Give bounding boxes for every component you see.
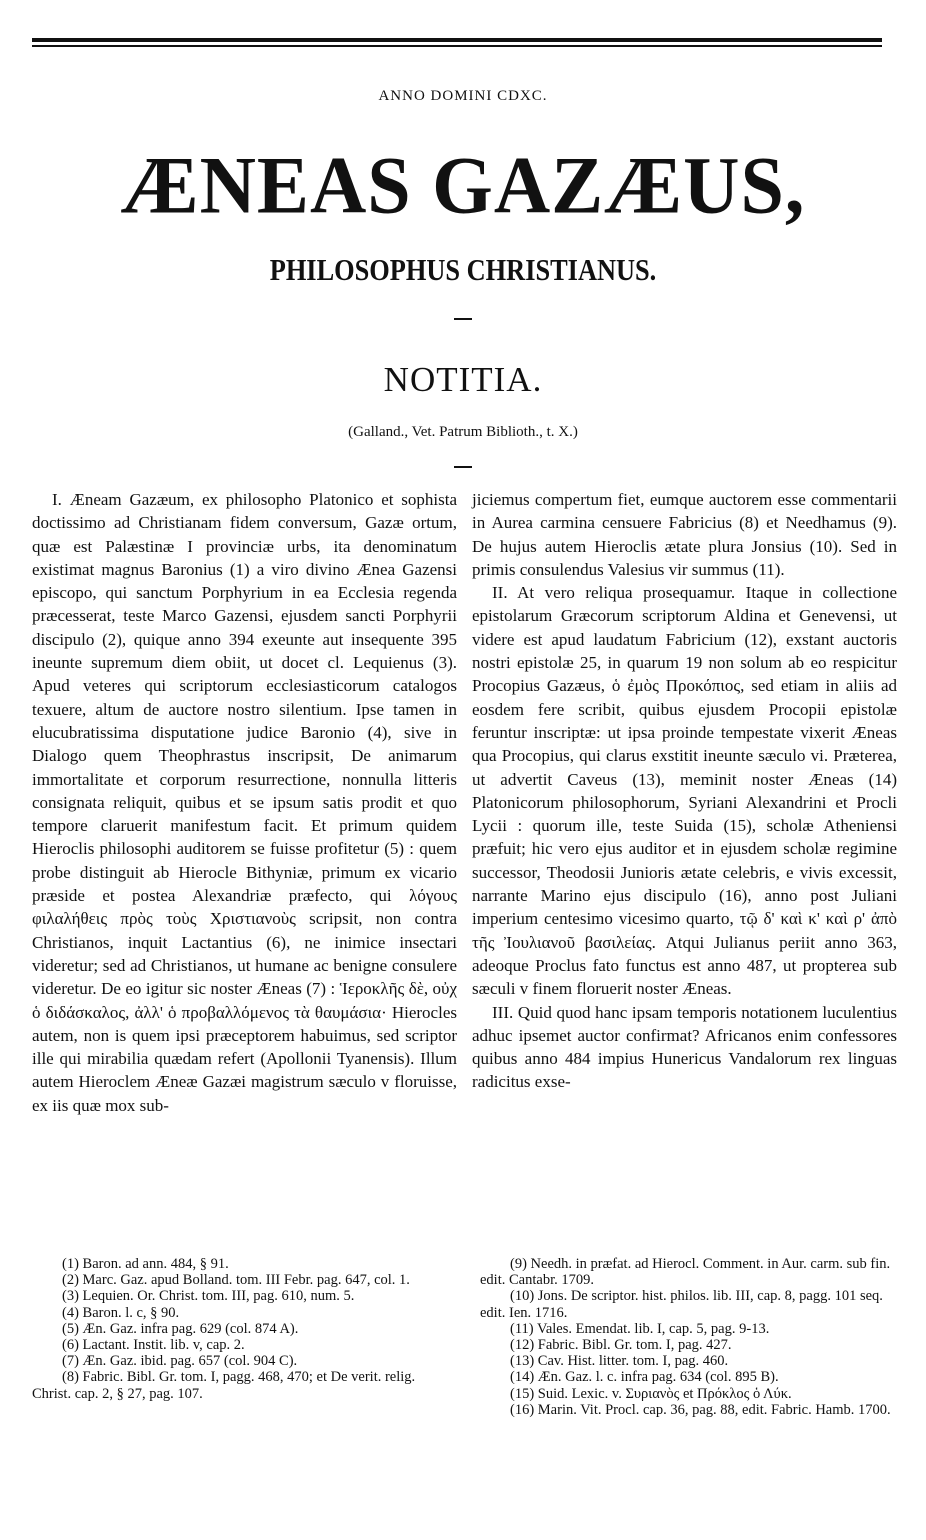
top-rule: [32, 38, 882, 42]
footnote: (8) Fabric. Bibl. Gr. tom. I, pagg. 468, 470; et De verit. relig. Christ. cap. 2, § 27, pag. 107.: [32, 1369, 416, 1402]
footnote: (6) Lactant. Instit. lib. v, cap. 2.: [62, 1337, 245, 1354]
footnote: (3) Lequien. Or. Christ. tom. III, pag. 610, num. 5.: [62, 1288, 355, 1305]
paragraph: II. At vero reliqua prosequamur. Itaque in collectione epistolarum Græcorum scriptorum Aldina et Genevensi, ut videre est apud laudatum Fabricium (12), exstant auctoris nostri epistolæ 25, in quarum 19 non solum ab eo respicitur Procopius Gazæus, ὁ ἐμὸς Προκόπιος, sed etiam in aliis ad eosdem fere scribit, quibus ejusdem Procopii epistolæ feruntur inscriptæ: ut ipsa proinde tempestate vixerit Æneas qua Procopius, qui clarus exstitit ineunte sæculo vi. Præterea, ut advertit Caveus (13), meminit noster Æneas (14) Platonicorum philosophorum, Syriani Alexandrini et Procli Lycii : quorum ille, teste Suida (15), scholæ Atheniensi præfuit; hic vero ejus auditor et in ejusdem scholæ regimine successor, Theodosii Junioris ætate celebris, e vivis excessit, narrante Marino ejus discipulo (16), anno post Juliani imperium centesimo vicesimo quarto, τῷ δ' καὶ κ' καὶ ρ' ἀπὸ τῆς Ἰουλιανοῦ βασιλείας. Atqui Julianus periit anno 363, adeoque Proclus fato functus est anno 487, ut propterea sub sæculi v finem floruerit noster Æneas.: [472, 583, 897, 999]
paragraph: I. Æneam Gazæum, ex philosopho Platonico et sophista doctissimo ad Christianam fidem conversum, Gazæ ortum, quæ est Palæstinæ I provinciæ urbs, ita denominatum existimat magnus Baronius (1) a viro divino Ænea Gazensi episcopo, qui sanctum Porphyrium in ea Ecclesia regenda præcesserat, teste Marco Gazensi, ejusdem sancti Porphyrii discipulo (2), quique anno 394 exeunte aut insequente 395 ineunte supremum diem obiit, ut docet cl. Lequienus (3). Apud veteres qui scriptorum ecclesiasticorum catalogos texuere, altum de auctore nostro silentium. Ipse tamen in elucubratissima disputatione judice Baronio (4), sive in Dialogo quem Theophrastus inscripsit, De animarum immortalitate et corporum resurrectione, nonnulla litteris consignata reliquit, quibus et se ipsum satis prodit et quo tempore claruerit manifestum facit. Et primum quidem Hieroclis philosophi auditorem se fuisse profitetur (5) : quem probe distinguit ab Hierocle Bithyniæ, primum ex vicario præside et postea Alexandriæ præfecto, qui λόγους φιλαλήθεις πρὸς τοὺς Χριστιανοὺς scripsit, non contra Christianos, inquit Lactantius (6), ne inimice insectari videretur; sed ad Christianos, ut humane ac benigne consulere videretur. De eo igitur sic noster Æneas (7) : Ἱεροκλῆς δὲ, οὐχ ὁ διδάσκαλος, ἀλλ' ὁ προβαλλόμενος τὰ θαυμάσια· Hierocles autem, non is quem ipsi præceptorem habuimus, sed scriptor ille qui mirabilia quædam refert (Apollonii Tyanensis). Illum autem Hieroclem Æneæ Gazæi magistrum sæculo v floruisse, ex iis quæ mox sub-: [32, 490, 457, 1115]
paragraph: jiciemus compertum fiet, eumque auctorem esse commentarii in Aurea carmina censuere Fabricius (8) et Needhamus (9). De hujus autem Hieroclis ætate plura Jonsius (10). Sed in primis consulendus Valesius vir summus (11).: [472, 490, 897, 579]
body-column-right: [472, 488, 897, 1094]
page-subtitle: PHILOSOPHUS CHRISTIANUS.: [269, 252, 657, 287]
top-rule-thin: [32, 45, 882, 47]
footnote: (5) Æn. Gaz. infra pag. 629 (col. 874 A).: [62, 1320, 299, 1337]
paragraph: III. Quid quod hanc ipsam temporis notationem luculentius adhuc ipsemet auctor confirmat? Africanos enim confessores quibus anno 484 impius Hunericus Vandalorum rex linguas radicitus exse-: [472, 1002, 897, 1092]
footnote: (13) Cav. Hist. litter. tom. I, pag. 460.: [510, 1353, 729, 1370]
source-citation: (Galland., Vet. Patrum Biblioth., t. X.): [348, 424, 578, 440]
divider-dash: [454, 318, 472, 320]
body-column-left: [32, 488, 457, 1117]
footnote: (7) Æn. Gaz. ibid. pag. 657 (col. 904 C).: [62, 1353, 298, 1370]
footnote: (10) Jons. De scriptor. hist. philos. lib. III, cap. 8, pagg. 101 seq. edit. Ien. 1716.: [480, 1288, 883, 1321]
footnote: (16) Marin. Vit. Procl. cap. 36, pag. 88, edit. Fabric. Hamb. 1700.: [510, 1401, 891, 1418]
page-title: ÆNEAS GAZÆUS,: [120, 138, 806, 231]
footnote: (12) Fabric. Bibl. Gr. tom. I, pag. 427.: [510, 1337, 732, 1354]
running-head: ANNO DOMINI CDXC.: [378, 88, 548, 104]
footnote: (2) Marc. Gaz. apud Bolland. tom. III Febr. pag. 647, col. 1.: [62, 1272, 410, 1289]
footnote: (11) Vales. Emendat. lib. I, cap. 5, pag. 9-13.: [510, 1320, 770, 1337]
footnote: (9) Needh. in præfat. ad Hierocl. Comment. in Aur. carm. sub fin. edit. Cantabr. 1709.: [480, 1256, 891, 1289]
divider-dash: [454, 466, 472, 468]
footnotes-left: [32, 1256, 457, 1402]
footnote: (4) Baron. l. c, § 90.: [62, 1304, 180, 1321]
footnote: (14) Æn. Gaz. l. c. infra pag. 634 (col. 895 B).: [510, 1369, 779, 1386]
footnote: (15) Suid. Lexic. v. Συριανὸς et Πρόκλος ὁ Λύκ.: [510, 1385, 792, 1402]
footnote: (1) Baron. ad ann. 484, § 91.: [62, 1256, 229, 1272]
section-title: NOTITIA.: [383, 360, 543, 399]
footnotes-right: [480, 1256, 905, 1418]
